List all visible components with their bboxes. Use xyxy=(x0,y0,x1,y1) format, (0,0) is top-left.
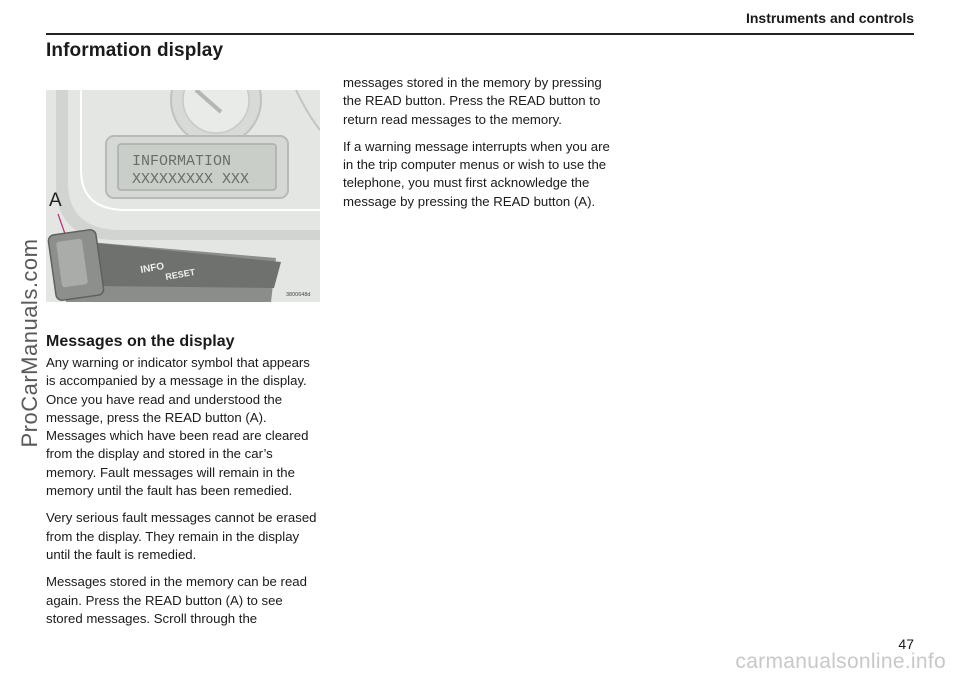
right-column xyxy=(343,74,619,220)
header-section-title: Instruments and controls xyxy=(745,10,914,26)
section-heading: Messages on the display xyxy=(46,333,235,350)
paragraph: Any warning or indicator symbol that appears is accompanied by a message in the display. Once you have read and understood the message, press the READ button (A). Messages which have been read are cleared from the display and stored in the car’s memory. Fault messages will remain in the memory until the fault has been remedied. xyxy=(46,355,310,499)
paragraph: Messages stored in the memory can be read again. Press the READ button (A) to see stored messages. Scroll through the xyxy=(46,574,307,626)
page-number: 47 xyxy=(898,636,914,652)
paragraph: Very serious fault messages cannot be erased from the display. They remain in the display until the fault is remedied. xyxy=(46,510,317,562)
lever-label-reset: RESET xyxy=(164,266,196,282)
information-display-figure xyxy=(46,90,320,302)
display-line-2: XXXXXXXXX XXX xyxy=(132,171,250,188)
display-line-1: INFORMATION xyxy=(132,153,232,170)
left-column xyxy=(46,354,322,637)
header-rule xyxy=(46,33,914,35)
footer-watermark: carmanualsonline.info xyxy=(735,650,946,673)
page-title: Information display xyxy=(46,40,224,61)
callout-a: A xyxy=(49,190,62,211)
figure-code: 3800648d xyxy=(286,292,311,298)
paragraph: If a warning message interrupts when you are in the trip computer menus or wish to use the telephone, you must first acknowledge the message by pressing the READ button (A). xyxy=(343,138,610,209)
lever-label-info: INFO xyxy=(139,260,166,276)
side-watermark: ProCarManuals.com xyxy=(17,238,42,448)
paragraph: messages stored in the memory by pressing the READ button. Press the READ button to return read messages to the memory. xyxy=(343,75,602,127)
